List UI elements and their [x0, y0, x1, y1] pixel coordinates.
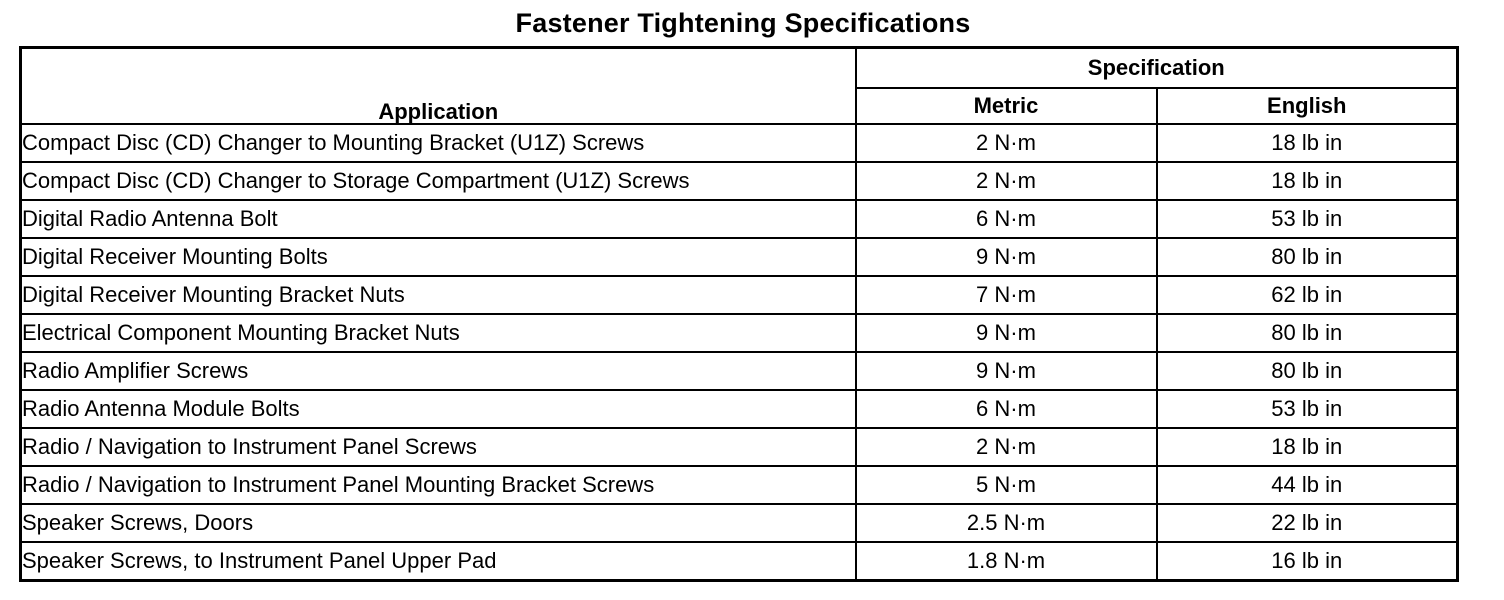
english-cell: 44 lb in [1157, 466, 1458, 504]
application-column-header: Application [21, 48, 856, 125]
fastener-spec-table [19, 46, 1459, 582]
metric-cell: 2 N·m [856, 428, 1157, 466]
english-cell: 80 lb in [1157, 352, 1458, 390]
table-row [21, 542, 1458, 581]
english-cell: 16 lb in [1157, 542, 1458, 581]
application-cell: Electrical Component Mounting Bracket Nuts [21, 314, 856, 352]
english-cell: 80 lb in [1157, 314, 1458, 352]
table-row [21, 504, 1458, 542]
application-cell: Compact Disc (CD) Changer to Storage Compartment (U1Z) Screws [21, 162, 856, 200]
application-cell: Radio Antenna Module Bolts [21, 390, 856, 428]
table-row [21, 466, 1458, 504]
metric-cell: 9 N·m [856, 238, 1157, 276]
application-cell: Digital Receiver Mounting Bolts [21, 238, 856, 276]
table-row [21, 390, 1458, 428]
metric-column-header: Metric [856, 88, 1157, 124]
application-cell: Digital Receiver Mounting Bracket Nuts [21, 276, 856, 314]
english-cell: 18 lb in [1157, 162, 1458, 200]
metric-cell: 6 N·m [856, 200, 1157, 238]
table-row [21, 314, 1458, 352]
application-cell: Speaker Screws, Doors [21, 504, 856, 542]
metric-cell: 9 N·m [856, 314, 1157, 352]
specification-column-header: Specification [856, 48, 1458, 89]
table-row [21, 162, 1458, 200]
table-row [21, 200, 1458, 238]
application-cell: Radio Amplifier Screws [21, 352, 856, 390]
english-cell: 80 lb in [1157, 238, 1458, 276]
page-title: Fastener Tightening Specifications [515, 8, 971, 38]
header-row-top [21, 48, 1458, 89]
table-row [21, 428, 1458, 466]
metric-cell: 2.5 N·m [856, 504, 1157, 542]
application-cell: Radio / Navigation to Instrument Panel Mounting Bracket Screws [21, 466, 856, 504]
metric-cell: 1.8 N·m [856, 542, 1157, 581]
application-cell: Digital Radio Antenna Bolt [21, 200, 856, 238]
metric-cell: 7 N·m [856, 276, 1157, 314]
english-cell: 53 lb in [1157, 390, 1458, 428]
metric-cell: 5 N·m [856, 466, 1157, 504]
english-column-header: English [1157, 88, 1458, 124]
english-cell: 62 lb in [1157, 276, 1458, 314]
application-cell: Compact Disc (CD) Changer to Mounting Bracket (U1Z) Screws [21, 124, 856, 162]
metric-cell: 2 N·m [856, 162, 1157, 200]
table-row [21, 124, 1458, 162]
table-row [21, 238, 1458, 276]
table-body [21, 124, 1458, 581]
metric-cell: 2 N·m [856, 124, 1157, 162]
application-cell: Speaker Screws, to Instrument Panel Upper Pad [21, 542, 856, 581]
english-cell: 18 lb in [1157, 428, 1458, 466]
english-cell: 22 lb in [1157, 504, 1458, 542]
english-cell: 53 lb in [1157, 200, 1458, 238]
table-header [21, 48, 1458, 125]
english-cell: 18 lb in [1157, 124, 1458, 162]
metric-cell: 9 N·m [856, 352, 1157, 390]
table-row [21, 352, 1458, 390]
table-row [21, 276, 1458, 314]
application-cell: Radio / Navigation to Instrument Panel Screws [21, 428, 856, 466]
metric-cell: 6 N·m [856, 390, 1157, 428]
